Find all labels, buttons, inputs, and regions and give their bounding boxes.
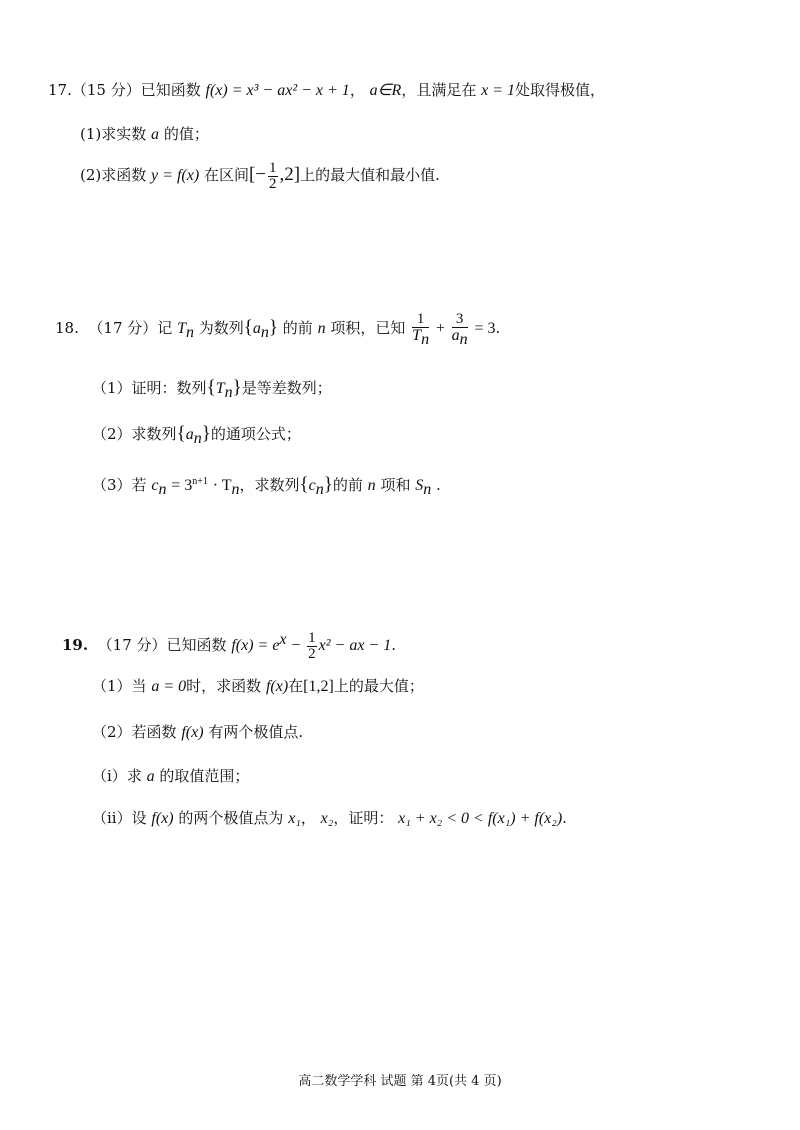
q19-pii-inequality: x₁ + x₂ < 0 < f(x₁) + f(x₂) xyxy=(398,810,563,827)
q17-lead: 已知函数 xyxy=(140,81,201,99)
q18-mid2: 的前 xyxy=(282,319,313,337)
q18-part1: （1）证明：数列$\{T_n\}$是等差数列； xyxy=(92,377,332,401)
q19-pii-prove: ，证明： xyxy=(333,809,394,827)
q19-pii-text: 设 xyxy=(131,809,147,827)
q17-p2-func: y = f(x) xyxy=(151,167,200,184)
q18-p1-text: 证明：数列 xyxy=(131,379,207,397)
q18-p3-S: S xyxy=(415,477,424,494)
q19-frac xyxy=(307,631,317,662)
q19-frac-num: 1 xyxy=(308,629,316,646)
q19-part2 xyxy=(92,722,303,743)
q18-p3-mid2: 的前 xyxy=(332,476,363,494)
q19-p1-text: 当 xyxy=(131,677,147,695)
q17-p1-var: a xyxy=(151,126,160,143)
q19-rest: x² − ax − 1 xyxy=(318,637,392,654)
q17-p1-label: (1) xyxy=(80,125,102,143)
q19-p1-mid: 时，求函数 xyxy=(186,677,262,695)
q18-frac2: $\frac{3}{a_n}$ xyxy=(451,310,468,348)
q17-frac-den: 2 xyxy=(269,175,277,192)
q17-cond-text: ，且满足在 xyxy=(401,81,477,99)
q18-f2-den: a xyxy=(451,326,460,344)
q19-pi-var: a xyxy=(146,768,155,785)
q19-lead: 已知函数 xyxy=(166,636,227,654)
q19-p1-interval: [1,2] xyxy=(303,678,334,695)
q18-mid3: 项积，已知 xyxy=(330,319,406,337)
q18-frac1: $\frac{1}{T_n}$ xyxy=(412,310,430,348)
q18-f2-num: 3 xyxy=(452,312,468,328)
q17-condition: a∈R xyxy=(369,82,402,99)
q17-interval-right: ,2] xyxy=(279,164,301,185)
q18-p3-exp: n+1 xyxy=(192,476,208,487)
q17-x-eq: x = 1 xyxy=(481,82,516,99)
q17-frac-num: 1 xyxy=(269,159,277,176)
q18-f1-num: 1 xyxy=(412,312,429,328)
q17-number: 17. xyxy=(48,81,72,99)
q19-part2i xyxy=(92,766,249,787)
q19-p2-text: 若函数 xyxy=(131,723,177,741)
q18-p3-label: （3） xyxy=(92,476,132,494)
q19-pi-label: （i） xyxy=(92,767,127,785)
q17-p2-end: 上的最大值和最小值. xyxy=(300,166,440,184)
q18-part2: （2）求数列$\{a_n\}$的通项公式； xyxy=(92,423,301,447)
q18-points: （17 分） xyxy=(88,319,158,337)
q19-x1: x₁ xyxy=(288,810,301,827)
q17-part1 xyxy=(80,124,209,145)
q17-p1-end: 的值； xyxy=(163,125,209,143)
q17-points: （15 分） xyxy=(71,81,141,99)
q19-frac-den: 2 xyxy=(308,645,316,662)
q19-part1 xyxy=(92,676,424,697)
q19-pii-func: f(x) xyxy=(151,810,174,827)
q19-p1-func: f(x) xyxy=(265,678,289,695)
q17-interval-left: [− xyxy=(248,164,266,185)
q19-minus: − xyxy=(291,637,301,654)
q19-number: 19. xyxy=(62,636,89,654)
q19-p2-func: f(x) xyxy=(181,724,204,741)
q19-pi-end: 的取值范围； xyxy=(159,767,250,785)
q18-p1-end: 是等差数列； xyxy=(241,379,332,397)
q18-p3-c: c xyxy=(151,477,159,494)
q18-an: a xyxy=(252,320,261,337)
q19-pii-mid: 的两个极值点为 xyxy=(178,809,284,827)
q18-mid1: 为数列 xyxy=(198,319,244,337)
q18-n: n xyxy=(317,320,326,337)
q18-p1-label: （1） xyxy=(92,379,132,397)
q18-eq: = 3 xyxy=(474,320,496,337)
q18-p3-dot: · T xyxy=(212,477,232,494)
q17-tail: 处取得极值， xyxy=(515,81,606,99)
question-19: 19. （17 分）已知函数 $f(x) = e^x$ − $\frac{1}{2}$ x² − ax − 1. xyxy=(62,629,396,662)
q18-p2-label: （2） xyxy=(92,425,132,443)
q19-p1-cond: a = 0 xyxy=(151,678,187,695)
q17-fraction xyxy=(268,161,278,192)
q19-pii-label: （ii） xyxy=(92,809,132,827)
q18-part3: （3）若 $c_n = 3^{n+1} \cdot T_n$，求数列$\{c_n\}$的前 n 项和 $S_n$ . xyxy=(92,474,441,498)
q19-p1-end: 上的最大值； xyxy=(333,677,424,695)
q18-p3-mid3: 项和 xyxy=(380,476,411,494)
q19-points: （17 分） xyxy=(97,636,167,654)
question-17: 17.（15 分）已知函数 f(x) = x³ − ax² − x + 1， a∈R，且满足在 x = 1处取得极值， xyxy=(48,81,606,99)
q18-lead: 记 xyxy=(157,319,173,337)
q19-p2-label: （2） xyxy=(92,723,132,741)
q19-p1-in: 在 xyxy=(288,677,304,695)
q18-p2-end: 的通项公式； xyxy=(210,425,301,443)
q19-p2-end: 有两个极值点. xyxy=(208,723,304,741)
q19-pi-text: 求 xyxy=(126,767,142,785)
q17-part2 xyxy=(80,158,440,193)
q19-exp: x xyxy=(279,631,287,648)
q18-p3-eq: = 3 xyxy=(171,477,193,494)
q18-p2-text: 求数列 xyxy=(131,425,177,443)
q19-fx: f(x) = e xyxy=(231,637,280,654)
q19-x2: x₂ xyxy=(320,810,334,827)
q18-number: 18. xyxy=(55,319,79,337)
q17-p2-label: (2) xyxy=(80,166,102,184)
q18-p3-text: 若 xyxy=(131,476,147,494)
q17-function: f(x) = x³ − ax² − x + 1 xyxy=(205,82,350,99)
question-18: 18. （17 分）记 $T_n$ 为数列$\{a_n\}$ 的前 n 项积，已知 $\frac{1}{T_n}$ + $\frac{3}{a_n}$ = 3. xyxy=(55,310,501,348)
q17-p2-mid: 在区间 xyxy=(203,166,249,184)
page-footer: 高二数学学科 试题 第 4页(共 4 页) xyxy=(298,1074,502,1089)
q17-p1-text: 求实数 xyxy=(101,125,147,143)
q18-f1-den: T xyxy=(412,326,422,344)
q19-p1-label: （1） xyxy=(92,677,132,695)
q18-p3-mid: ，求数列 xyxy=(239,476,300,494)
q18-Tn: T xyxy=(177,320,186,337)
q17-p2-text: 求函数 xyxy=(101,166,147,184)
q19-part2ii: （ii）设 f(x) 的两个极值点为 x₁， x₂，证明： x₁ + x₂ < 0 < f(x₁) + f(x₂). xyxy=(92,809,567,827)
